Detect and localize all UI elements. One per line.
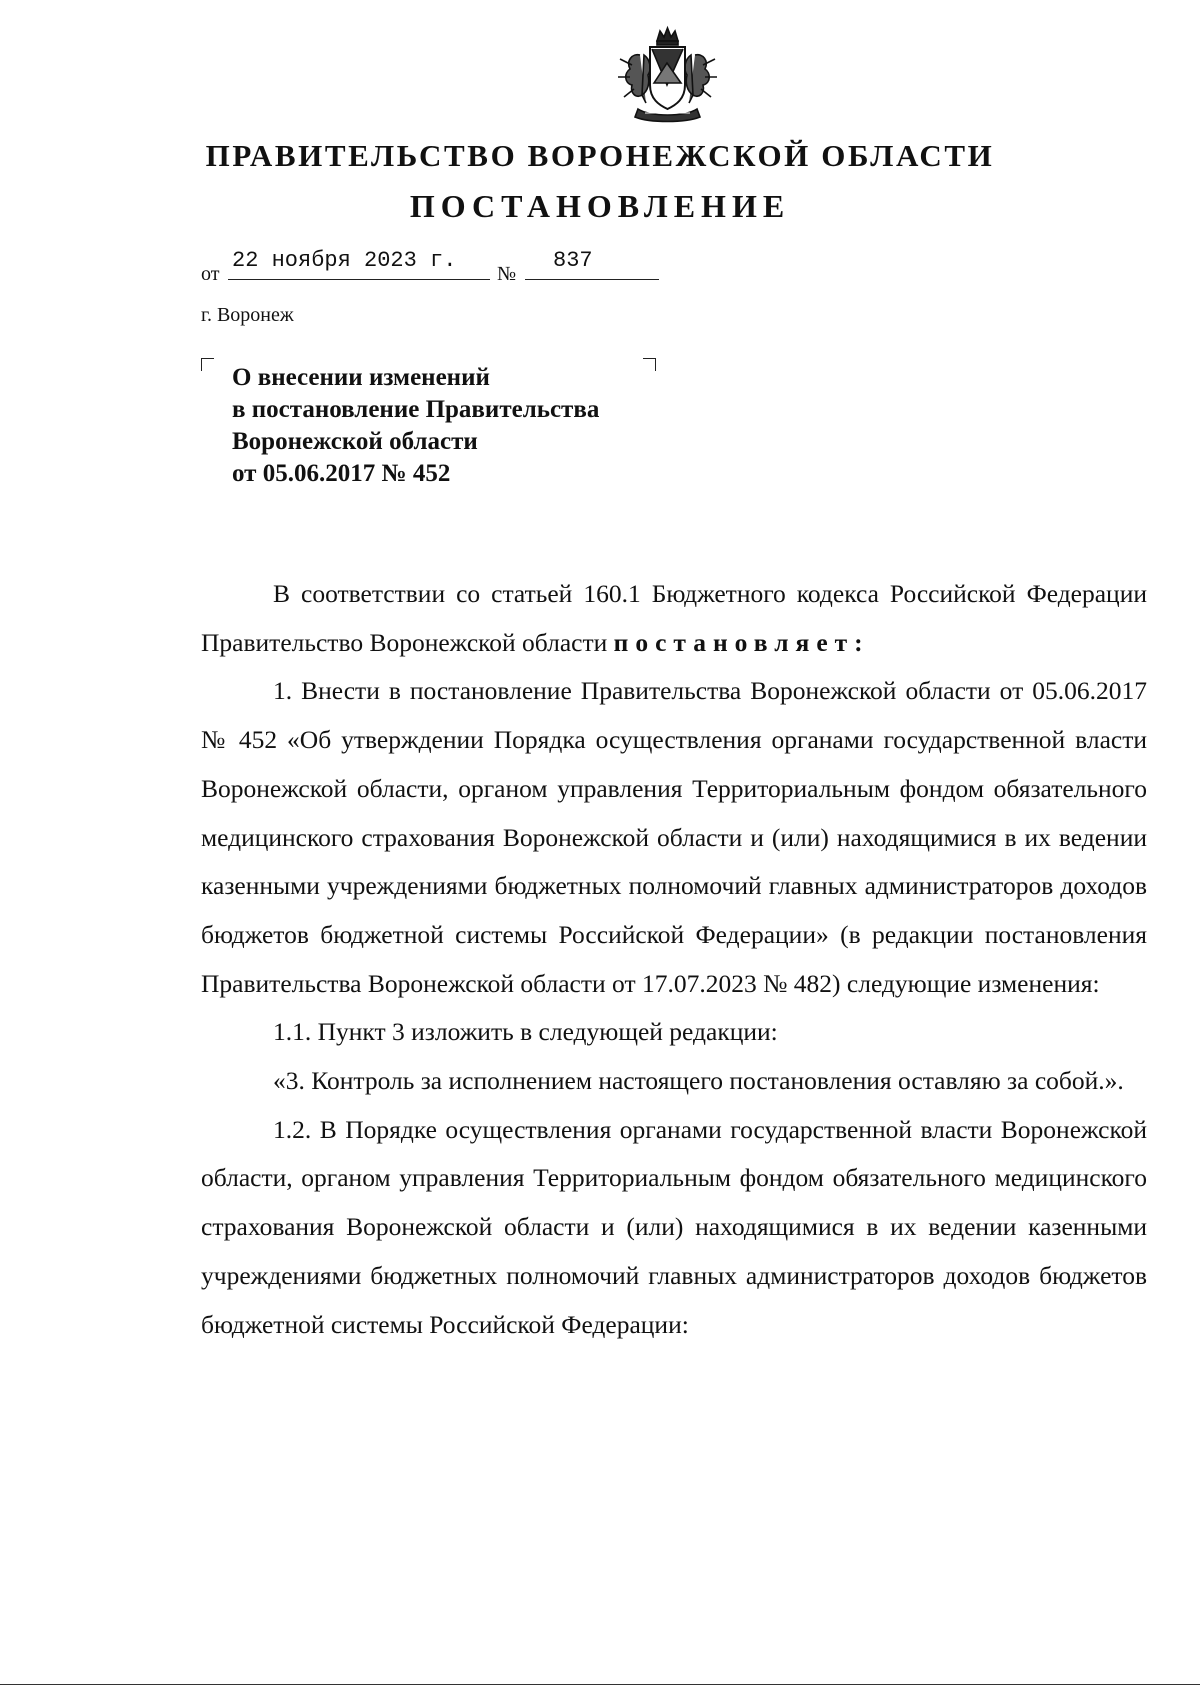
subject-line: от 05.06.2017 № 452 (232, 460, 451, 487)
paragraph-1-2: 1.2. В Порядке осуществления органами государственной власти Воронежской области, органом управления Территориальным фондом обязательного медицинского страхования Воронежской области и (или) находящимися в их ведении казенными учреждениями бюджетных полномочий главных администраторов доходов бюджетов бюджетной системы Российской Федерации: (201, 1114, 1147, 1339)
org-name: ПРАВИТЕЛЬСТВО ВОРОНЕЖСКОЙ ОБЛАСТИ (205, 138, 995, 173)
document-body (201, 570, 1147, 1349)
subject-corner-right (643, 358, 656, 371)
date-number-line (201, 246, 671, 286)
city: г. Воронеж (201, 304, 294, 326)
number-label: № (497, 263, 517, 285)
subject-line: О внесении изменений (232, 364, 490, 391)
paragraph-1-1: 1.1. Пункт 3 изложить в следующей редакции: (273, 1017, 778, 1047)
subject-line: Воронежской области (232, 428, 478, 455)
coat-of-arms-icon (610, 25, 725, 125)
subject-line: в постановление Правительства (232, 396, 600, 423)
subject-heading (232, 362, 599, 490)
subject-corner-left (201, 358, 214, 371)
number-field: 837 (525, 246, 659, 280)
document-type: ПОСТАНОВЛЕНИЕ (409, 188, 791, 224)
preamble-text: В соответствии со статьей 160.1 Бюджетного кодекса Российской Федерации Правительство Воронежской области (201, 579, 1147, 657)
date-field: 22 ноября 2023 г. (228, 246, 490, 280)
page-bottom-rule (0, 1684, 1200, 1685)
paragraph-quote: «3. Контроль за исполнением настоящего постановления оставляю за собой.». (273, 1066, 1124, 1096)
resolves-emphasis: постановляет: (613, 627, 870, 657)
date-label: от (201, 263, 220, 285)
paragraph-1: 1. Внести в постановление Правительства Воронежской области от 05.06.2017 № 452 «Об утверждении Порядка осуществления органами государственной власти Воронежской области, органом управления Территориальным фондом обязательного медицинского страхования Воронежской области и (или) находящимися в их ведении казенными учреждениями бюджетных полномочий главных администраторов доходов бюджетов бюджетной системы Российской Федерации» (в редакции постановления Правительства Воронежской области от 17.07.2023 № 482) следующие изменения: (201, 676, 1147, 998)
paragraph-preamble (201, 570, 1147, 667)
